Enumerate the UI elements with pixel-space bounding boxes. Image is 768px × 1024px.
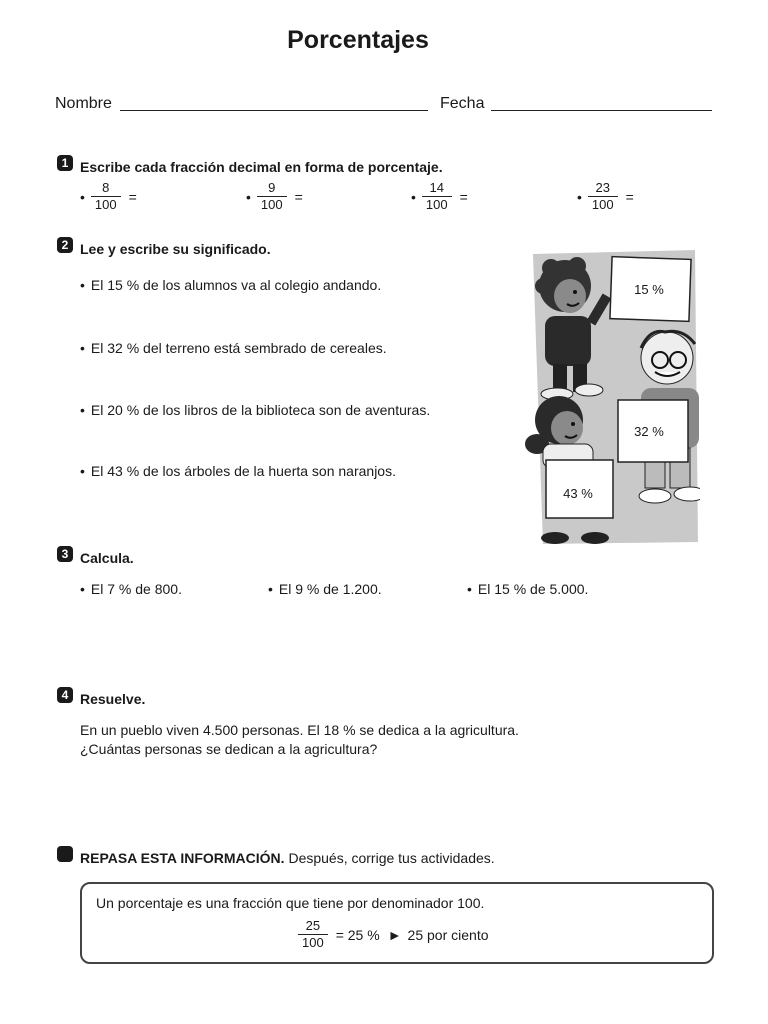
statement-item-4	[80, 463, 396, 479]
statement-item-3	[80, 402, 430, 418]
bullet: •	[80, 402, 85, 418]
question-3-text: Calcula.	[80, 550, 134, 566]
denominator: 100	[94, 197, 117, 212]
numerator: 23	[595, 180, 610, 195]
sign-43-label: 43 %	[563, 486, 593, 501]
question-2-text: Lee y escribe su significado.	[80, 241, 271, 257]
sign-32-label: 32 %	[634, 424, 664, 439]
bullet: •	[467, 581, 472, 597]
equals-sign: =	[459, 188, 468, 205]
numerator: 9	[268, 180, 276, 195]
info-box-text: Un porcentaje es una fracción que tiene por denominador 100.	[96, 895, 485, 911]
problem-line-1: En un pueblo viven 4.500 personas. El 18 % se dedica a la agricultura.	[80, 722, 519, 738]
numerator: 14	[429, 180, 444, 195]
fraction	[588, 180, 618, 213]
question-number-4: 4	[57, 687, 73, 703]
question-number-1: 1	[57, 155, 73, 171]
fraction-item-1	[80, 180, 137, 213]
bullet: •	[246, 188, 251, 205]
bullet: •	[577, 188, 582, 205]
numerator: 25	[305, 918, 321, 933]
page-title: Porcentajes	[287, 26, 429, 54]
calc-item-2	[268, 581, 382, 597]
statement-text: El 43 % de los árboles de la huerta son naranjos.	[90, 463, 396, 479]
question-4-text: Resuelve.	[80, 691, 146, 707]
question-1-text: Escribe cada fracción decimal en forma de porcentaje.	[80, 159, 443, 175]
date-field[interactable]	[491, 110, 712, 111]
calc-text: El 15 % de 5.000.	[477, 581, 589, 597]
fraction	[257, 180, 287, 213]
fraction	[91, 180, 121, 213]
example-fraction	[298, 918, 328, 951]
statement-text: El 20 % de los libros de la biblioteca son de aventuras.	[90, 402, 431, 418]
review-bold-text: REPASA ESTA INFORMACIÓN.	[80, 850, 285, 866]
fraction-item-4	[577, 180, 634, 213]
example-result: 25 por ciento	[407, 926, 489, 943]
calc-item-1	[80, 581, 182, 597]
equals-sign: =	[294, 188, 303, 205]
equals-sign: =	[128, 188, 137, 205]
calc-item-3	[467, 581, 588, 597]
review-badge	[57, 846, 73, 862]
bullet: •	[268, 581, 273, 597]
bullet: •	[80, 581, 85, 597]
equals-sign: =	[625, 188, 634, 205]
statement-item-2	[80, 340, 387, 356]
denominator: 100	[591, 197, 614, 212]
fraction-item-2	[246, 180, 303, 213]
children-holding-signs-illustration	[515, 248, 700, 548]
sign-15-label: 15 %	[634, 282, 664, 297]
denominator: 100	[260, 197, 283, 212]
denominator: 100	[425, 197, 448, 212]
statement-item-1	[80, 277, 381, 293]
bullet: •	[80, 340, 85, 356]
arrow-right-icon: ►	[387, 926, 402, 943]
calc-text: El 7 % de 800.	[90, 581, 182, 597]
fraction	[422, 180, 452, 213]
numerator: 8	[102, 180, 110, 195]
bullet: •	[80, 188, 85, 205]
name-label: Nombre	[55, 95, 112, 112]
name-field[interactable]	[120, 110, 428, 111]
example-equals: = 25 %	[335, 926, 380, 943]
review-heading	[80, 850, 495, 866]
fraction-item-3	[411, 180, 468, 213]
review-instruction: Después, corrige tus actividades.	[288, 850, 495, 866]
info-box-example	[298, 918, 489, 951]
bullet: •	[80, 463, 85, 479]
bullet: •	[80, 277, 85, 293]
statement-text: El 32 % del terreno está sembrado de cereales.	[90, 340, 387, 356]
date-label: Fecha	[440, 95, 485, 112]
problem-line-2: ¿Cuántas personas se dedican a la agricultura?	[80, 741, 378, 757]
denominator: 100	[302, 935, 324, 950]
question-number-2: 2	[57, 237, 73, 253]
calc-text: El 9 % de 1.200.	[278, 581, 382, 597]
statement-text: El 15 % de los alumnos va al colegio andando.	[90, 277, 382, 293]
question-number-3: 3	[57, 546, 73, 562]
bullet: •	[411, 188, 416, 205]
